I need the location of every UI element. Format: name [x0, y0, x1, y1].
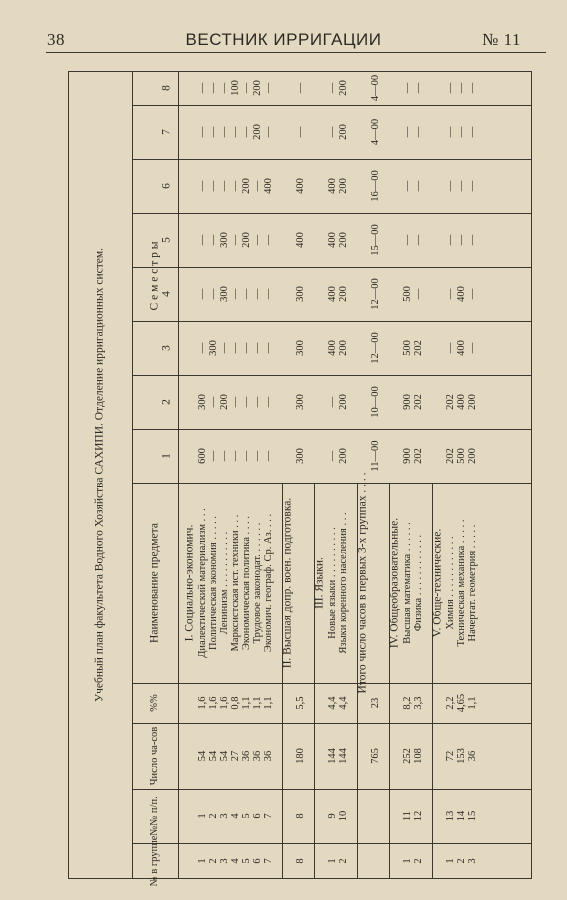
row-hours: 72: [444, 750, 456, 762]
semester-label-1: 1: [160, 453, 173, 459]
running-title: ВЕСТНИК ИРРИГАЦИИ: [185, 30, 382, 49]
column-divider: [132, 843, 532, 844]
semester-cell: —: [262, 342, 274, 354]
semester-cell: —: [455, 126, 467, 138]
row-percent: 23: [369, 697, 381, 709]
table-border-top: [68, 71, 532, 72]
semester-label-7: 7: [160, 129, 173, 135]
row-percent: 3,3: [412, 696, 424, 710]
semester-cell: 15—00: [369, 224, 381, 256]
semester-cell: 300: [294, 448, 306, 464]
semester-cell: —: [444, 234, 456, 246]
row-group: 2: [455, 858, 467, 864]
semester-cell: —: [412, 180, 424, 192]
row-subject: Марксистская ист. техники . . .: [229, 514, 241, 652]
semester-cell: 202: [412, 394, 424, 410]
semester-cell: —: [218, 342, 230, 354]
semester-cell: 200: [466, 448, 478, 464]
table-border-bottom: [68, 878, 532, 879]
semester-cell: —: [240, 396, 252, 408]
row-subject: Экономическая политика . . . .: [240, 515, 252, 651]
semester-divider: [132, 159, 532, 160]
row-serial: 7: [262, 813, 274, 819]
semester-divider: [132, 105, 532, 106]
semester-label-5: 5: [160, 237, 173, 243]
row-hours: 36: [251, 750, 263, 762]
semester-label-6: 6: [160, 183, 173, 189]
semester-cell: —: [294, 82, 306, 94]
semester-cell: 300: [218, 286, 230, 302]
col-header-percent: %%: [148, 694, 160, 712]
semester-cell: 202: [444, 394, 456, 410]
semester-cell: 600: [196, 448, 208, 464]
row-hours: 153: [455, 748, 467, 764]
col-header-serial: №№ п/п.: [148, 796, 160, 836]
semester-cell: —: [262, 450, 274, 462]
semester-cell: 200: [251, 124, 263, 140]
row-subject: Политическая экономия . . . . .: [207, 515, 219, 651]
semester-cell: 900: [401, 394, 413, 410]
semester-cell: 202: [412, 448, 424, 464]
semester-cell: 200: [218, 394, 230, 410]
row-group: 1: [196, 858, 208, 864]
row-hours: 36: [240, 750, 252, 762]
semester-cell: 200: [337, 124, 349, 140]
semester-cell: —: [444, 180, 456, 192]
curriculum-table: [68, 71, 532, 887]
semester-cell: 200: [466, 394, 478, 410]
semester-cell: —: [207, 234, 219, 246]
semester-cell: 500: [455, 448, 467, 464]
header-divider: [178, 71, 179, 879]
row-hours: 27: [229, 750, 241, 762]
semester-cell: —: [251, 288, 263, 300]
semester-cell: 200: [337, 178, 349, 194]
row-percent: 1,1: [466, 696, 478, 710]
semester-cell: —: [262, 82, 274, 94]
issue-number: № 11: [482, 30, 521, 49]
semester-cell: —: [326, 82, 338, 94]
semester-cell: —: [262, 234, 274, 246]
semester-cell: —: [401, 234, 413, 246]
section-title: I. Социально-экономич.: [183, 524, 196, 642]
semester-divider: [132, 213, 532, 214]
row-subject: Трудовое законодат. . . . . . .: [251, 522, 263, 644]
row-group: 1: [401, 858, 413, 864]
row-percent: 1,1: [240, 696, 252, 710]
semester-cell: 300: [294, 394, 306, 410]
semester-cell: —: [251, 396, 263, 408]
semester-cell: 11—00: [369, 440, 381, 472]
semester-cell: —: [412, 234, 424, 246]
semester-cell: —: [326, 450, 338, 462]
column-divider: [132, 789, 532, 790]
table-title: Учебный план факультета Водного Хозяйства САХИПИ. Отделение ирригационных систем.: [93, 247, 106, 703]
row-percent: 0,8: [229, 696, 241, 710]
semester-cell: —: [229, 234, 241, 246]
semester-cell: 400: [455, 286, 467, 302]
row-group: 7: [262, 858, 274, 864]
semester-cell: —: [218, 180, 230, 192]
row-group: 2: [337, 858, 349, 864]
semester-cell: —: [401, 180, 413, 192]
section-title: III. Языки.: [313, 557, 326, 609]
row-hours: 36: [466, 750, 478, 762]
column-divider: [132, 723, 532, 724]
semester-cell: —: [401, 82, 413, 94]
semester-cell: —: [401, 126, 413, 138]
semester-cell: 200: [337, 340, 349, 356]
row-serial: 14: [455, 810, 467, 822]
row-group: 4: [229, 858, 241, 864]
row-hours: 54: [218, 750, 230, 762]
semester-cell: —: [412, 288, 424, 300]
header-rule: [46, 52, 546, 53]
semester-cell: —: [207, 396, 219, 408]
col-header-group: № в группе: [148, 835, 160, 887]
col-header-subject: Наименование предмета: [148, 523, 161, 643]
row-subject: Начертат. геометрия . . . . .: [466, 524, 478, 642]
row-hours: 180: [294, 748, 306, 764]
semesters-header: С е м е с т р ы: [148, 241, 161, 311]
semester-cell: —: [196, 82, 208, 94]
row-subject: Новые языки . . . . . . . . . .: [326, 527, 338, 639]
table-border-right: [531, 71, 532, 879]
semester-cell: —: [251, 450, 263, 462]
semester-cell: —: [196, 234, 208, 246]
semester-divider: [132, 375, 532, 376]
column-divider: [132, 683, 532, 684]
semester-divider: [132, 267, 532, 268]
semester-cell: —: [444, 288, 456, 300]
row-serial: 4: [229, 813, 241, 819]
semester-cell: —: [466, 342, 478, 354]
page-header: [0, 30, 567, 52]
row-serial: 1: [196, 813, 208, 819]
row-percent: 4,4: [326, 696, 338, 710]
semester-cell: 10—00: [369, 386, 381, 418]
row-group: 2: [207, 858, 219, 864]
section-divider: [314, 483, 315, 879]
row-subject: Высшая математика . . . . . .: [401, 522, 413, 644]
table-border-left: [68, 71, 69, 879]
column-divider: [132, 483, 532, 484]
semester-cell: —: [444, 342, 456, 354]
semester-cell: 16—00: [369, 170, 381, 202]
row-subject: Экономич. географ. Ср. Аз. . . .: [262, 513, 274, 653]
row-hours: 36: [262, 750, 274, 762]
row-hours: 54: [196, 750, 208, 762]
semester-cell: —: [196, 126, 208, 138]
row-serial: 3: [218, 813, 230, 819]
semester-cell: —: [240, 126, 252, 138]
row-serial: 5: [240, 813, 252, 819]
semester-cell: —: [196, 288, 208, 300]
row-subject: Техническая механика . . . . .: [455, 519, 467, 647]
row-percent: 5,5: [294, 696, 306, 710]
semester-cell: 202: [412, 340, 424, 356]
semester-cell: —: [207, 82, 219, 94]
semester-cell: 400: [455, 394, 467, 410]
semester-cell: —: [207, 288, 219, 300]
row-hours: 252: [401, 748, 413, 764]
semester-cell: 200: [337, 232, 349, 248]
semester-divider: [132, 321, 532, 322]
semester-cell: —: [444, 126, 456, 138]
row-serial: 12: [412, 810, 424, 822]
semester-cell: —: [229, 180, 241, 192]
row-percent: 4,4: [337, 696, 349, 710]
row-serial: 15: [466, 810, 478, 822]
semester-cell: —: [251, 180, 263, 192]
row-hours: 765: [369, 748, 381, 764]
semester-cell: 300: [196, 394, 208, 410]
row-subject: Физика . . . . . . . . . . . .: [412, 534, 424, 632]
semester-cell: 200: [240, 178, 252, 194]
row-serial: 11: [401, 810, 413, 822]
semester-cell: 300: [294, 340, 306, 356]
semester-cell: —: [229, 288, 241, 300]
row-serial: 8: [294, 813, 306, 819]
section-title: IV. Общеобразовательные.: [388, 517, 401, 649]
row-group: 3: [218, 858, 230, 864]
row-serial: 13: [444, 810, 456, 822]
semester-cell: 400: [326, 286, 338, 302]
semester-cell: —: [229, 450, 241, 462]
semester-cell: —: [229, 342, 241, 354]
row-percent: 1,6: [196, 696, 208, 710]
row-subject: Языки коренного населения . . .: [337, 512, 349, 654]
semester-label-8: 8: [160, 85, 173, 91]
row-group: 2: [412, 858, 424, 864]
semester-cell: 4—00: [369, 74, 381, 102]
semester-cell: —: [262, 288, 274, 300]
semester-cell: —: [326, 396, 338, 408]
row-hours: 144: [326, 748, 338, 764]
row-group: 5: [240, 858, 252, 864]
semester-cell: —: [196, 342, 208, 354]
row-hours: 144: [337, 748, 349, 764]
semester-cell: 12—00: [369, 332, 381, 364]
semester-cell: —: [455, 82, 467, 94]
semester-cell: —: [412, 82, 424, 94]
semester-cell: 400: [326, 340, 338, 356]
semester-cell: —: [412, 126, 424, 138]
semester-cell: —: [229, 126, 241, 138]
semester-label-2: 2: [160, 399, 173, 405]
semester-cell: —: [240, 288, 252, 300]
semester-cell: 400: [294, 232, 306, 248]
semester-cell: —: [218, 450, 230, 462]
row-percent: 1,1: [251, 696, 263, 710]
semester-cell: 400: [326, 178, 338, 194]
semester-cell: —: [466, 126, 478, 138]
semester-cell: 900: [401, 448, 413, 464]
semester-cell: —: [444, 82, 456, 94]
row-serial: 6: [251, 813, 263, 819]
semester-cell: 400: [262, 178, 274, 194]
semester-cell: —: [196, 180, 208, 192]
semester-cell: 400: [455, 340, 467, 356]
semester-cell: 400: [294, 178, 306, 194]
semester-cell: —: [455, 234, 467, 246]
semester-cell: —: [262, 126, 274, 138]
semester-cell: 200: [337, 394, 349, 410]
semester-cell: —: [207, 180, 219, 192]
row-hours: 108: [412, 748, 424, 764]
row-group: 1: [326, 858, 338, 864]
semester-cell: 300: [207, 340, 219, 356]
semester-cell: —: [455, 180, 467, 192]
row-subject: Ленинизм . . . . . . . . . . .: [218, 531, 230, 635]
semester-cell: —: [218, 126, 230, 138]
row-serial: 2: [207, 813, 219, 819]
semester-cell: 12—00: [369, 278, 381, 310]
semester-cell: 200: [337, 286, 349, 302]
semester-cell: —: [326, 126, 338, 138]
semester-cell: 4—00: [369, 118, 381, 146]
semester-cell: 200: [337, 80, 349, 96]
row-group: 6: [251, 858, 263, 864]
section-title: Итого число часов в первых 3-х группах . . . .: [356, 472, 369, 694]
semester-label-4: 4: [160, 291, 173, 297]
semester-cell: —: [251, 342, 263, 354]
semester-divider: [132, 429, 532, 430]
semester-cell: 202: [444, 448, 456, 464]
row-subject: Химия . . . . . . . . . . . .: [444, 536, 456, 630]
row-percent: 1,6: [218, 696, 230, 710]
semester-cell: —: [218, 82, 230, 94]
row-group: 8: [294, 858, 306, 864]
header-divider: [132, 71, 133, 879]
semester-cell: 200: [240, 232, 252, 248]
row-subject: Диалектический материализм . . .: [196, 508, 208, 658]
semester-cell: 500: [401, 340, 413, 356]
semester-cell: 300: [294, 286, 306, 302]
row-percent: 1,6: [207, 696, 219, 710]
row-percent: 2,2: [444, 696, 456, 710]
semester-cell: —: [240, 450, 252, 462]
semester-label-3: 3: [160, 345, 173, 351]
semester-cell: 300: [218, 232, 230, 248]
col-header-hours: Число ча-сов: [148, 726, 160, 786]
semester-cell: —: [207, 126, 219, 138]
semester-cell: 200: [251, 80, 263, 96]
semester-cell: 100: [229, 80, 241, 96]
semester-cell: —: [262, 396, 274, 408]
semester-cell: —: [240, 342, 252, 354]
semester-cell: —: [466, 82, 478, 94]
row-percent: 1,1: [262, 696, 274, 710]
row-percent: 8,2: [401, 696, 413, 710]
row-hours: 54: [207, 750, 219, 762]
semester-cell: 500: [401, 286, 413, 302]
semester-cell: —: [294, 126, 306, 138]
semester-cell: —: [229, 396, 241, 408]
row-serial: 9: [326, 813, 338, 819]
semester-cell: —: [207, 450, 219, 462]
row-percent: 4,65: [455, 693, 467, 713]
semester-cell: —: [466, 288, 478, 300]
semester-cell: 200: [337, 448, 349, 464]
page-number: 38: [47, 30, 65, 49]
row-group: 3: [466, 858, 478, 864]
semester-cell: 400: [326, 232, 338, 248]
semester-cell: —: [466, 180, 478, 192]
row-group: 1: [444, 858, 456, 864]
semester-cell: —: [240, 82, 252, 94]
semester-cell: —: [251, 234, 263, 246]
row-serial: 10: [337, 810, 349, 822]
section-title: V. Обще-технические.: [431, 528, 444, 638]
section-title: II. Высшая допр. воен. подготовка.: [281, 497, 294, 669]
semester-cell: —: [466, 234, 478, 246]
